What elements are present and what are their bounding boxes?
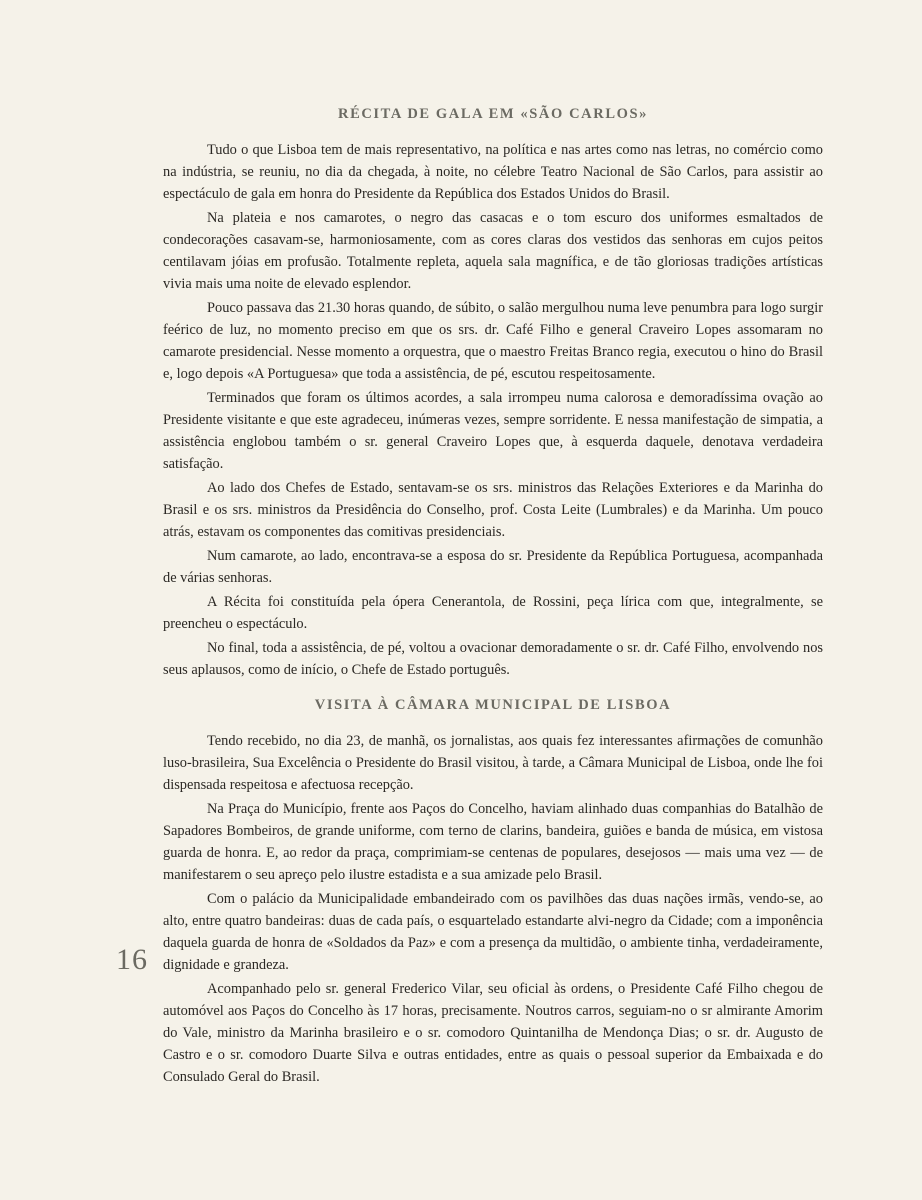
paragraph: Terminados que foram os últimos acordes, a sala irrompeu numa calorosa e demoradíssima ovação ao Presidente visitante e que este agradeceu, inúmeras vezes, sempre sorridente. E nessa manifestação de simpatia, a assistência englobou também o sr. general Craveiro Lopes que, à esquerda daquele, denotava verdadeira satisfação. <box>163 390 823 472</box>
paragraph: Num camarote, ao lado, encontrava-se a esposa do sr. Presidente da República Portuguesa, acompanhada de várias senhoras. <box>163 548 823 586</box>
paragraph: Pouco passava das 21.30 horas quando, de súbito, o salão mergulhou numa leve penumbra para logo surgir feérico de luz, no momento preciso em que os srs. dr. Café Filho e general Craveiro Lopes assomaram no camarote presidencial. Nesse momento a orquestra, que o maestro Freitas Branco regia, executou o hino do Brasil e, logo depois «A Portuguesa» que toda a assistência, de pé, escutou respeitosamente. <box>163 300 823 382</box>
paragraph: Acompanhado pelo sr. general Frederico Vilar, seu oficial às ordens, o Presidente Café Filho chegou de automóvel aos Paços do Concelho às 17 horas, precisamente. Noutros carros, seguiam-no o sr almirante Amorim do Vale, ministro da Marinha brasileiro e o sr. comodoro Quintanilha de Mendonça Dias; o sr. dr. Augusto de Castro e o sr. comodoro Duarte Silva e outras entidades, entre as quais o pessoal superior da Embaixada e do Consulado Geral do Brasil. <box>163 981 823 1085</box>
section-title-visita: VISITA À CÂMARA MUNICIPAL DE LISBOA <box>314 697 672 713</box>
paragraph: Com o palácio da Municipalidade embandeirado com os pavilhões das duas nações irmãs, vendo-se, ao alto, entre quatro bandeiras: duas de cada país, o esquartelado estandarte alvi-negro da Cidade; com a imponência daquela guarda de honra de «Soldados da Paz» e com a presença da multidão, o ambiente tinha, verdadeiramente, dignidade e grandeza. <box>163 891 823 973</box>
section-title-recita: RÉCITA DE GALA EM «SÃO CARLOS» <box>338 106 648 122</box>
text-column <box>163 100 823 1088</box>
paragraph: A Récita foi constituída pela ópera Cenerantola, de Rossini, peça lírica com que, integralmente, se preencheu o espectáculo. <box>163 594 823 632</box>
page-number: 16 <box>116 943 148 976</box>
paragraph: No final, toda a assistência, de pé, voltou a ovacionar demoradamente o sr. dr. Café Filho, envolvendo nos seus aplausos, como de início, o Chefe de Estado português. <box>163 640 823 678</box>
paragraph: Tendo recebido, no dia 23, de manhã, os jornalistas, aos quais fez interessantes afirmações de comunhão luso-brasileira, Sua Excelência o Presidente do Brasil visitou, à tarde, a Câmara Municipal de Lisboa, onde lhe foi dispensada respeitosa e afectuosa recepção. <box>163 733 823 793</box>
paragraph: Tudo o que Lisboa tem de mais representativo, na política e nas artes como nas letras, no comércio como na indústria, se reuniu, no dia da chegada, à noite, no célebre Teatro Nacional de São Carlos, para assistir ao espectáculo de gala em honra do Presidente da República dos Estados Unidos do Brasil. <box>163 142 823 202</box>
paragraph: Na Praça do Município, frente aos Paços do Concelho, haviam alinhado duas companhias do Batalhão de Sapadores Bombeiros, de grande uniforme, com terno de clarins, bandeira, guiões e banda de música, em vistosa guarda de honra. E, ao redor da praça, comprimiam-se centenas de populares, desejosos — mais uma vez — de manifestarem o seu apreço pelo ilustre estadista e a sua amizade pelo Brasil. <box>163 801 823 883</box>
paragraph: Na plateia e nos camarotes, o negro das casacas e o tom escuro dos uniformes esmaltados de condecorações casavam-se, harmoniosamente, com as cores claras dos vestidos das senhoras em cujos peitos centilavam jóias em profusão. Totalmente repleta, aquela sala magnífica, e de tão gloriosas tradições artísticas vivia mais uma noite de elevado esplendor. <box>163 210 823 292</box>
paragraph: Ao lado dos Chefes de Estado, sentavam-se os srs. ministros das Relações Exteriores e da Marinha do Brasil e os srs. ministros da Presidência do Conselho, prof. Costa Leite (Lumbrales) e da Marinha. Um pouco atrás, estavam os componentes das comitivas presidenciais. <box>163 480 823 540</box>
